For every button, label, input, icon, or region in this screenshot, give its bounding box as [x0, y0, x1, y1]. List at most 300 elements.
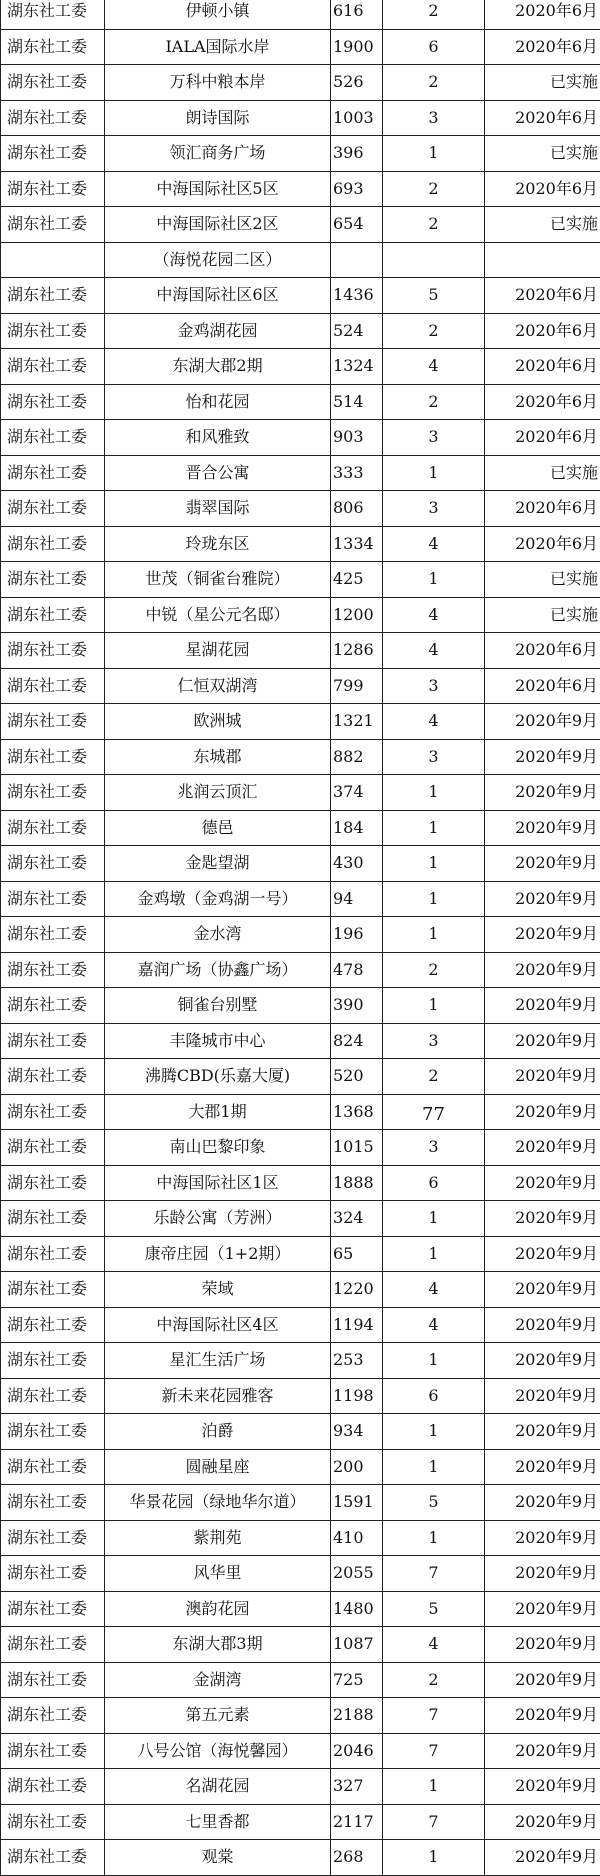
cell-date: 2020年9月	[485, 1378, 600, 1414]
cell-date: 2020年9月	[485, 1591, 600, 1627]
cell-households: 1334	[331, 526, 383, 562]
cell-date: 2020年9月	[485, 1165, 600, 1201]
cell-date: 已实施	[485, 136, 600, 172]
cell-org: 湖东社工委	[1, 1165, 105, 1201]
table-row	[1, 455, 600, 491]
cell-count: 2	[383, 313, 485, 349]
cell-community-name: 紫荆苑	[105, 1520, 331, 1556]
cell-community-name: 南山巴黎印象	[105, 1130, 331, 1166]
table-row	[1, 384, 600, 420]
cell-community-name: 澳韵花园	[105, 1591, 331, 1627]
table-row	[1, 491, 600, 527]
cell-date: 2020年9月	[485, 1627, 600, 1663]
cell-date: 2020年9月	[485, 1769, 600, 1805]
cell-community-name: 大郡1期	[105, 1094, 331, 1130]
cell-households: 410	[331, 1520, 383, 1556]
cell-community-name: 华景花园（绿地华尔道）	[105, 1485, 331, 1521]
cell-community-name: 万科中粮本岸	[105, 65, 331, 101]
cell-org: 湖东社工委	[1, 136, 105, 172]
cell-org: 湖东社工委	[1, 1343, 105, 1379]
cell-org: 湖东社工委	[1, 633, 105, 669]
cell-count: 7	[383, 1733, 485, 1769]
cell-community-name: 欧洲城	[105, 704, 331, 740]
table-row	[1, 597, 600, 633]
cell-count: 4	[383, 349, 485, 385]
table-body	[1, 0, 600, 1875]
cell-org: 湖东社工委	[1, 207, 105, 243]
cell-org: 湖东社工委	[1, 278, 105, 314]
cell-date: 已实施	[485, 455, 600, 491]
cell-community-name: 金鸡湖花园	[105, 313, 331, 349]
cell-count: 1	[383, 1236, 485, 1272]
cell-count: 6	[383, 1165, 485, 1201]
cell-org: 湖东社工委	[1, 1627, 105, 1663]
cell-households: 200	[331, 1449, 383, 1485]
cell-date: 2020年6月	[485, 171, 600, 207]
cell-org: 湖东社工委	[1, 29, 105, 65]
table-row	[1, 207, 600, 243]
cell-count: 3	[383, 420, 485, 456]
table-row	[1, 1591, 600, 1627]
cell-community-name: 德邑	[105, 810, 331, 846]
cell-community-name: 星汇生活广场	[105, 1343, 331, 1379]
cell-households: 725	[331, 1662, 383, 1698]
cell-count: 7	[383, 1556, 485, 1592]
cell-org: 湖东社工委	[1, 349, 105, 385]
cell-community-name: （海悦花园二区）	[105, 242, 331, 278]
cell-households: 1436	[331, 278, 383, 314]
cell-households	[331, 242, 383, 278]
cell-org: 湖东社工委	[1, 1698, 105, 1734]
cell-date: 2020年6月	[485, 278, 600, 314]
cell-org: 湖东社工委	[1, 1414, 105, 1450]
table-row	[1, 704, 600, 740]
cell-org: 湖东社工委	[1, 171, 105, 207]
cell-count	[383, 242, 485, 278]
cell-community-name: 中海国际社区6区	[105, 278, 331, 314]
table-row	[1, 1023, 600, 1059]
cell-households: 1591	[331, 1485, 383, 1521]
cell-households: 1324	[331, 349, 383, 385]
cell-households: 2046	[331, 1733, 383, 1769]
cell-households: 430	[331, 846, 383, 882]
table-row	[1, 1201, 600, 1237]
table-row	[1, 881, 600, 917]
cell-community-name: 铜雀台别墅	[105, 988, 331, 1024]
cell-date: 已实施	[485, 562, 600, 598]
table-row	[1, 1485, 600, 1521]
table-row	[1, 65, 600, 101]
cell-community-name: 中锐（星公元名邸）	[105, 597, 331, 633]
cell-org: 湖东社工委	[1, 1804, 105, 1840]
cell-org: 湖东社工委	[1, 455, 105, 491]
cell-community-name: 沸腾CBD(乐嘉大厦)	[105, 1059, 331, 1095]
cell-date: 2020年6月	[485, 633, 600, 669]
cell-count: 2	[383, 1662, 485, 1698]
cell-org: 湖东社工委	[1, 952, 105, 988]
table-row	[1, 420, 600, 456]
cell-org: 湖东社工委	[1, 1130, 105, 1166]
cell-count: 1	[383, 1201, 485, 1237]
cell-count: 5	[383, 278, 485, 314]
cell-org: 湖东社工委	[1, 704, 105, 740]
table-row	[1, 1414, 600, 1450]
table-row	[1, 1130, 600, 1166]
cell-count: 4	[383, 1627, 485, 1663]
cell-date: 已实施	[485, 597, 600, 633]
cell-org: 湖东社工委	[1, 1733, 105, 1769]
cell-org: 湖东社工委	[1, 313, 105, 349]
cell-org: 湖东社工委	[1, 1662, 105, 1698]
cell-community-name: 兆润云顶汇	[105, 775, 331, 811]
cell-org: 湖东社工委	[1, 1485, 105, 1521]
cell-count: 4	[383, 704, 485, 740]
cell-org: 湖东社工委	[1, 917, 105, 953]
cell-households: 1087	[331, 1627, 383, 1663]
cell-date: 2020年9月	[485, 1343, 600, 1379]
cell-community-name: 领汇商务广场	[105, 136, 331, 172]
cell-community-name: 东城郡	[105, 739, 331, 775]
cell-households: 1015	[331, 1130, 383, 1166]
cell-date: 2020年9月	[485, 881, 600, 917]
cell-community-name: 金湖湾	[105, 1662, 331, 1698]
cell-date: 2020年6月	[485, 526, 600, 562]
cell-org: 湖东社工委	[1, 1591, 105, 1627]
cell-households: 799	[331, 668, 383, 704]
cell-date: 2020年9月	[485, 775, 600, 811]
table-row	[1, 278, 600, 314]
cell-date: 2020年9月	[485, 917, 600, 953]
cell-households: 1200	[331, 597, 383, 633]
cell-community-name: 中海国际社区2区	[105, 207, 331, 243]
cell-date: 2020年9月	[485, 704, 600, 740]
cell-date: 2020年6月	[485, 349, 600, 385]
cell-count: 1	[383, 917, 485, 953]
cell-community-name: 仁恒双湖湾	[105, 668, 331, 704]
cell-org: 湖东社工委	[1, 65, 105, 101]
cell-date: 2020年6月	[485, 313, 600, 349]
table-row	[1, 810, 600, 846]
cell-count: 5	[383, 1591, 485, 1627]
table-row	[1, 1627, 600, 1663]
cell-community-name: 八号公馆（海悦馨园）	[105, 1733, 331, 1769]
cell-community-name: 中海国际社区1区	[105, 1165, 331, 1201]
cell-households: 1368	[331, 1094, 383, 1130]
cell-date: 2020年9月	[485, 739, 600, 775]
cell-count: 1	[383, 1343, 485, 1379]
cell-count: 4	[383, 597, 485, 633]
cell-community-name: 七里香都	[105, 1804, 331, 1840]
cell-households: 514	[331, 384, 383, 420]
cell-community-name: IALA国际水岸	[105, 29, 331, 65]
cell-households: 934	[331, 1414, 383, 1450]
cell-households: 2188	[331, 1698, 383, 1734]
cell-households: 616	[331, 0, 383, 29]
cell-count: 1	[383, 562, 485, 598]
cell-org: 湖东社工委	[1, 1378, 105, 1414]
cell-households: 390	[331, 988, 383, 1024]
cell-community-name: 荣域	[105, 1272, 331, 1308]
cell-households: 1220	[331, 1272, 383, 1308]
cell-count: 2	[383, 384, 485, 420]
cell-count: 6	[383, 1378, 485, 1414]
cell-date: 2020年6月	[485, 100, 600, 136]
cell-households: 327	[331, 1769, 383, 1805]
cell-date: 2020年6月	[485, 384, 600, 420]
cell-households: 882	[331, 739, 383, 775]
table-row	[1, 917, 600, 953]
cell-count: 1	[383, 988, 485, 1024]
cell-households: 1194	[331, 1307, 383, 1343]
cell-date: 2020年6月	[485, 0, 600, 29]
cell-date: 2020年9月	[485, 1485, 600, 1521]
cell-date: 2020年9月	[485, 1307, 600, 1343]
table-row	[1, 1236, 600, 1272]
cell-households: 94	[331, 881, 383, 917]
cell-community-name: 伊顿小镇	[105, 0, 331, 29]
cell-count: 4	[383, 526, 485, 562]
cell-date: 2020年9月	[485, 1094, 600, 1130]
table-row	[1, 1165, 600, 1201]
cell-org: 湖东社工委	[1, 491, 105, 527]
cell-org: 湖东社工委	[1, 1556, 105, 1592]
cell-households: 524	[331, 313, 383, 349]
cell-org: 湖东社工委	[1, 1023, 105, 1059]
cell-community-name: 风华里	[105, 1556, 331, 1592]
cell-count: 3	[383, 100, 485, 136]
cell-community-name: 金鸡墩（金鸡湖一号）	[105, 881, 331, 917]
cell-date: 2020年9月	[485, 1414, 600, 1450]
cell-date: 2020年9月	[485, 1272, 600, 1308]
cell-org	[1, 242, 105, 278]
cell-community-name: 金匙望湖	[105, 846, 331, 882]
cell-org: 湖东社工委	[1, 1272, 105, 1308]
cell-date: 2020年9月	[485, 1449, 600, 1485]
cell-households: 2117	[331, 1804, 383, 1840]
cell-date: 2020年9月	[485, 1130, 600, 1166]
cell-org: 湖东社工委	[1, 810, 105, 846]
cell-org: 湖东社工委	[1, 988, 105, 1024]
cell-households: 1480	[331, 1591, 383, 1627]
cell-count: 1	[383, 1414, 485, 1450]
table-row	[1, 846, 600, 882]
cell-community-name: 第五元素	[105, 1698, 331, 1734]
cell-community-name: 翡翠国际	[105, 491, 331, 527]
cell-count: 3	[383, 1130, 485, 1166]
cell-count: 1	[383, 1769, 485, 1805]
cell-count: 5	[383, 1485, 485, 1521]
cell-org: 湖东社工委	[1, 1769, 105, 1805]
cell-community-name: 乐龄公寓（芳洲）	[105, 1201, 331, 1237]
cell-households: 268	[331, 1840, 383, 1876]
cell-org: 湖东社工委	[1, 597, 105, 633]
cell-count: 2	[383, 1059, 485, 1095]
cell-date: 2020年9月	[485, 846, 600, 882]
cell-count: 77	[383, 1094, 485, 1130]
cell-date: 2020年9月	[485, 952, 600, 988]
table-row	[1, 1804, 600, 1840]
cell-households: 2055	[331, 1556, 383, 1592]
cell-community-name: 世茂（铜雀台雅院）	[105, 562, 331, 598]
table-row	[1, 1520, 600, 1556]
cell-org: 湖东社工委	[1, 739, 105, 775]
cell-org: 湖东社工委	[1, 420, 105, 456]
cell-count: 2	[383, 65, 485, 101]
cell-org: 湖东社工委	[1, 775, 105, 811]
table-row	[1, 1272, 600, 1308]
cell-community-name: 中海国际社区4区	[105, 1307, 331, 1343]
cell-households: 324	[331, 1201, 383, 1237]
cell-households: 253	[331, 1343, 383, 1379]
cell-households: 196	[331, 917, 383, 953]
cell-count: 1	[383, 810, 485, 846]
cell-community-name: 东湖大郡3期	[105, 1627, 331, 1663]
table-row	[1, 1449, 600, 1485]
table-row	[1, 526, 600, 562]
cell-date: 2020年6月	[485, 420, 600, 456]
cell-households: 1321	[331, 704, 383, 740]
cell-count: 2	[383, 207, 485, 243]
table-row	[1, 988, 600, 1024]
cell-households: 903	[331, 420, 383, 456]
table-row	[1, 1307, 600, 1343]
cell-date: 2020年6月	[485, 668, 600, 704]
cell-households: 693	[331, 171, 383, 207]
cell-date: 已实施	[485, 65, 600, 101]
cell-org: 湖东社工委	[1, 526, 105, 562]
cell-count: 7	[383, 1698, 485, 1734]
cell-community-name: 怡和花园	[105, 384, 331, 420]
cell-count: 1	[383, 775, 485, 811]
cell-community-name: 新未来花园雅客	[105, 1378, 331, 1414]
cell-households: 654	[331, 207, 383, 243]
table-row	[1, 1343, 600, 1379]
cell-date: 2020年9月	[485, 1840, 600, 1876]
cell-date: 2020年9月	[485, 1023, 600, 1059]
table-row	[1, 0, 600, 29]
table-row	[1, 1698, 600, 1734]
cell-org: 湖东社工委	[1, 100, 105, 136]
cell-households: 374	[331, 775, 383, 811]
cell-count: 4	[383, 1272, 485, 1308]
table-row	[1, 100, 600, 136]
table-row	[1, 136, 600, 172]
cell-community-name: 康帝庄园（1+2期）	[105, 1236, 331, 1272]
table-row	[1, 1662, 600, 1698]
cell-count: 1	[383, 455, 485, 491]
table-row	[1, 952, 600, 988]
cell-count: 3	[383, 1023, 485, 1059]
cell-date: 2020年9月	[485, 1662, 600, 1698]
cell-org: 湖东社工委	[1, 1094, 105, 1130]
cell-community-name: 金水湾	[105, 917, 331, 953]
cell-count: 1	[383, 1449, 485, 1485]
cell-households: 1900	[331, 29, 383, 65]
cell-count: 4	[383, 633, 485, 669]
cell-org: 湖东社工委	[1, 1059, 105, 1095]
cell-households: 333	[331, 455, 383, 491]
table-row	[1, 562, 600, 598]
cell-households: 425	[331, 562, 383, 598]
cell-org: 湖东社工委	[1, 1307, 105, 1343]
table-row	[1, 739, 600, 775]
cell-org: 湖东社工委	[1, 562, 105, 598]
table-row	[1, 1378, 600, 1414]
cell-org: 湖东社工委	[1, 881, 105, 917]
table-row	[1, 1769, 600, 1805]
cell-date: 2020年9月	[485, 988, 600, 1024]
cell-community-name: 泊爵	[105, 1414, 331, 1450]
table-row	[1, 1094, 600, 1130]
cell-org: 湖东社工委	[1, 0, 105, 29]
cell-count: 1	[383, 1520, 485, 1556]
table-row	[1, 775, 600, 811]
cell-households: 184	[331, 810, 383, 846]
cell-org: 湖东社工委	[1, 1840, 105, 1876]
table-row	[1, 349, 600, 385]
cell-org: 湖东社工委	[1, 1236, 105, 1272]
cell-date: 2020年9月	[485, 1520, 600, 1556]
cell-org: 湖东社工委	[1, 846, 105, 882]
cell-community-name: 嘉润广场（协鑫广场）	[105, 952, 331, 988]
cell-households: 520	[331, 1059, 383, 1095]
cell-count: 7	[383, 1804, 485, 1840]
table-row	[1, 1840, 600, 1876]
cell-org: 湖东社工委	[1, 1520, 105, 1556]
cell-date: 2020年6月	[485, 491, 600, 527]
cell-households: 1198	[331, 1378, 383, 1414]
cell-community-name: 玲珑东区	[105, 526, 331, 562]
cell-households: 824	[331, 1023, 383, 1059]
cell-date: 2020年9月	[485, 1733, 600, 1769]
cell-org: 湖东社工委	[1, 1201, 105, 1237]
cell-count: 2	[383, 0, 485, 29]
cell-households: 478	[331, 952, 383, 988]
table-row	[1, 633, 600, 669]
cell-count: 4	[383, 1307, 485, 1343]
cell-count: 3	[383, 739, 485, 775]
cell-date: 2020年9月	[485, 1059, 600, 1095]
table-row	[1, 242, 600, 278]
cell-community-name: 东湖大郡2期	[105, 349, 331, 385]
cell-org: 湖东社工委	[1, 384, 105, 420]
cell-households: 65	[331, 1236, 383, 1272]
table-row	[1, 313, 600, 349]
cell-community-name: 星湖花园	[105, 633, 331, 669]
cell-count: 2	[383, 952, 485, 988]
table-row	[1, 1556, 600, 1592]
cell-households: 806	[331, 491, 383, 527]
table-row	[1, 29, 600, 65]
cell-count: 3	[383, 491, 485, 527]
table-row	[1, 171, 600, 207]
cell-date: 2020年9月	[485, 810, 600, 846]
cell-date: 2020年9月	[485, 1556, 600, 1592]
table-row	[1, 668, 600, 704]
cell-org: 湖东社工委	[1, 1449, 105, 1485]
cell-count: 2	[383, 171, 485, 207]
cell-date: 2020年9月	[485, 1236, 600, 1272]
cell-org: 湖东社工委	[1, 668, 105, 704]
cell-date: 2020年9月	[485, 1804, 600, 1840]
cell-community-name: 朗诗国际	[105, 100, 331, 136]
cell-households: 396	[331, 136, 383, 172]
cell-date: 2020年6月	[485, 29, 600, 65]
cell-date: 2020年9月	[485, 1698, 600, 1734]
cell-community-name: 丰隆城市中心	[105, 1023, 331, 1059]
cell-count: 3	[383, 668, 485, 704]
cell-count: 1	[383, 881, 485, 917]
